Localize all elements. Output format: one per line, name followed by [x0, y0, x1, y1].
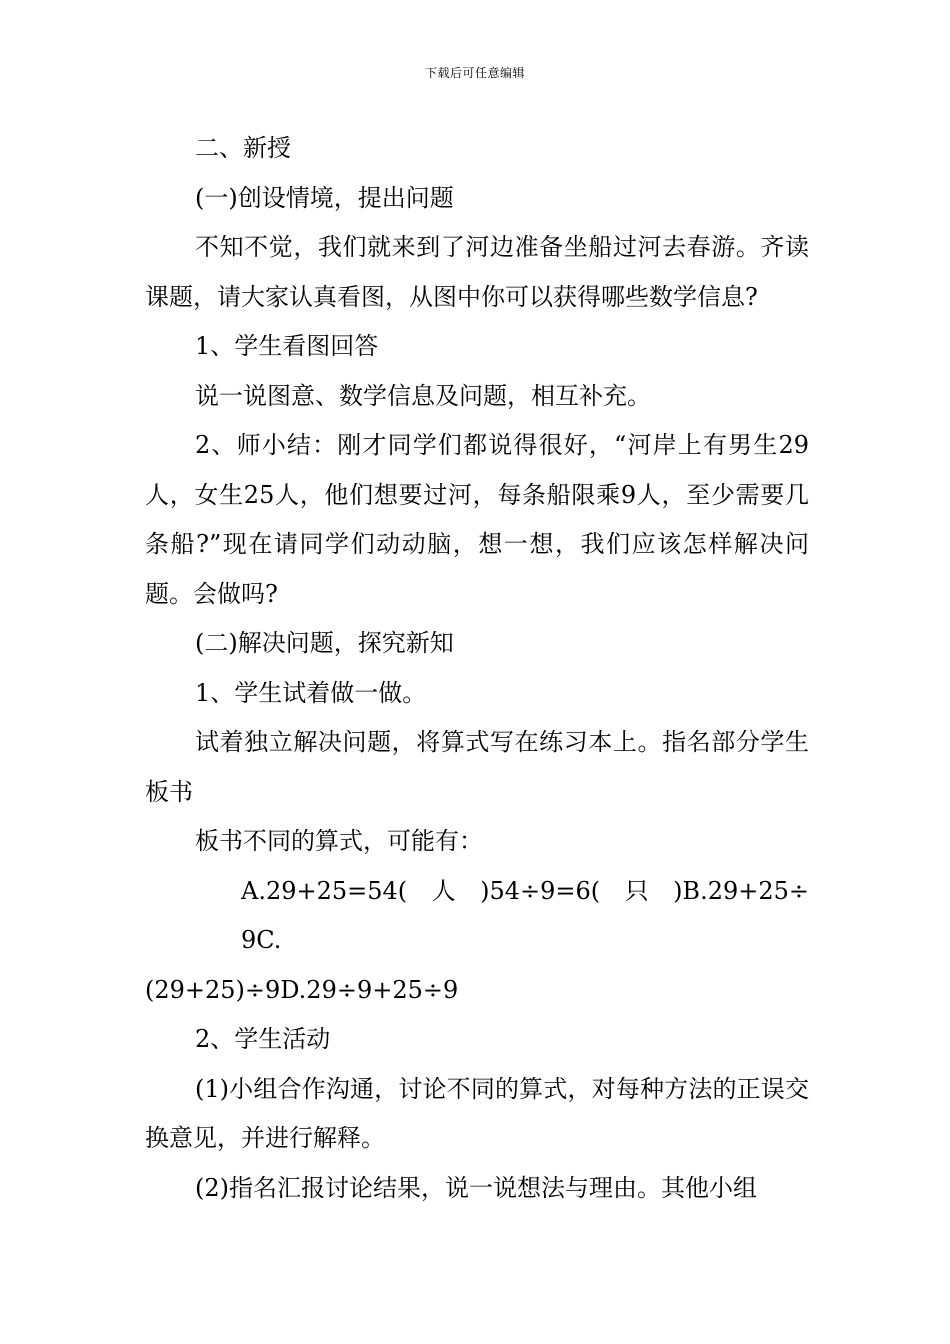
subsection-heading-solve: (二)解决问题，探究新知: [195, 629, 454, 657]
activity-item-2: (2)指名汇报讨论结果，说一说想法与理由。其他小组: [195, 1173, 757, 1202]
formula-line-1: A.29+25=54( 人 )54÷9=6( 只 )B.29+25÷9C.: [241, 876, 809, 954]
section-heading-new-lesson: 二、新授: [195, 134, 291, 162]
paragraph-describe: 说一说图意、数学信息及问题，相互补充。: [195, 381, 651, 410]
paragraph-intro: 不知不觉，我们就来到了河边准备坐船过河去春游。齐读课题，请大家认真看图，从图中你可以获得哪些数学信息?: [145, 233, 809, 311]
subsection-heading-situation: (一)创设情境，提出问题: [195, 183, 454, 212]
step-students-try: 1、学生试着做一做。: [195, 678, 427, 707]
step-teacher-summary: 2、师小结：刚才同学们都说得很好，“河岸上有男生29人，女生25人，他们想要过河，每条船限乘9人，至少需要几条船?”现在请同学们动动脑，想一想，我们应该怎样解决问题。会做吗?: [145, 431, 809, 608]
paragraph-board-formulas: 板书不同的算式，可能有：: [195, 827, 483, 855]
step-student-activity: 2、学生活动: [195, 1025, 331, 1053]
document-body: [145, 124, 809, 1213]
formula-line-2: (29+25)÷9D.29÷9+25÷9: [145, 975, 459, 1004]
paragraph-independent: 试着独立解决问题，将算式写在练习本上。指名部分学生板书: [145, 728, 809, 806]
page-header-note: 下载后可任意编辑: [424, 66, 525, 80]
activity-item-1: (1)小组合作沟通，讨论不同的算式，对每种方法的正误交换意见，并进行解释。: [145, 1074, 809, 1152]
step-students-answer: 1、学生看图回答: [195, 332, 379, 360]
